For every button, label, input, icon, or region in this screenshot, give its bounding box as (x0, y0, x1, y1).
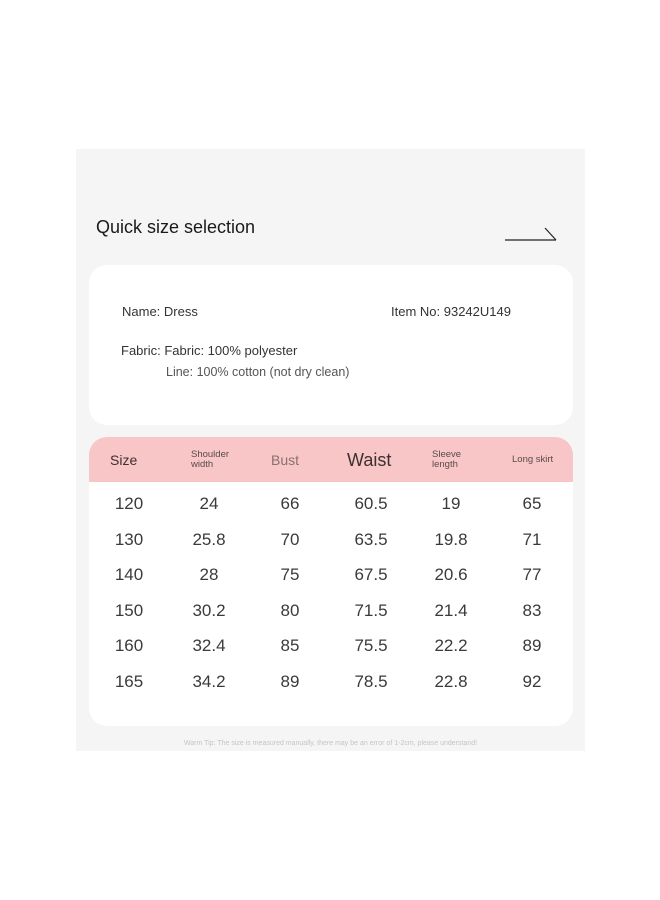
table-row (89, 601, 573, 637)
cell-waist: 60.5 (354, 494, 388, 513)
header-shoulder-line1: Shoulder (191, 449, 230, 460)
cell-sleeve: 21.4 (434, 600, 468, 620)
cell-size: 120 (114, 494, 144, 513)
table-row (89, 636, 573, 672)
cell-size: 140 (114, 565, 144, 584)
cell-bust: 66 (280, 494, 300, 513)
cell-waist: 63.5 (354, 529, 388, 549)
header-sleeve-length (432, 437, 482, 482)
cell-bust: 80 (280, 600, 300, 620)
page-title: Quick size selection (96, 217, 256, 237)
right-arrow-icon (504, 225, 560, 245)
cell-bust: 85 (280, 636, 300, 655)
table-body (89, 494, 573, 707)
product-info-card (89, 265, 573, 425)
cell-size: 160 (114, 636, 144, 655)
header-sleeve-line2: length (432, 458, 458, 470)
table-row (89, 565, 573, 601)
size-table (89, 437, 573, 726)
header-bust: Bust (271, 451, 300, 468)
cell-shoulder: 32.4 (192, 636, 226, 655)
table-row (89, 494, 573, 530)
fabric-composition: Fabric: Fabric: 100% polyester (121, 343, 298, 358)
cell-bust: 75 (280, 565, 300, 584)
table-row (89, 530, 573, 566)
header-sleeve-line1: Sleeve (432, 449, 462, 460)
cell-bust: 89 (280, 671, 300, 691)
cell-long-skirt: 89 (522, 636, 542, 655)
product-name: Name: Dress (122, 304, 198, 319)
cell-sleeve: 20.6 (434, 565, 468, 584)
cell-long-skirt: 65 (522, 494, 542, 513)
header-size: Size (110, 451, 138, 468)
size-guide-panel (76, 149, 585, 751)
cell-shoulder: 34.2 (192, 671, 226, 691)
table-row (89, 672, 573, 708)
cell-shoulder: 28 (199, 565, 219, 584)
table-header (89, 437, 573, 482)
item-number: Item No: 93242U149 (391, 304, 511, 319)
cell-shoulder: 24 (199, 494, 219, 513)
cell-waist: 67.5 (354, 565, 388, 584)
cell-size: 165 (114, 671, 144, 691)
cell-size: 130 (114, 529, 144, 549)
header-long-skirt: Long skirt (512, 453, 554, 465)
header-waist: Waist (347, 449, 392, 470)
cell-size: 150 (114, 600, 144, 620)
cell-long-skirt: 71 (522, 529, 542, 549)
warm-tip: Warm Tip: The size is measured manually, there may be an error of 1-2cm, please understand! (183, 740, 478, 747)
cell-shoulder: 30.2 (192, 600, 226, 620)
cell-waist: 78.5 (354, 671, 388, 691)
cell-shoulder: 25.8 (192, 529, 226, 549)
cell-long-skirt: 77 (522, 565, 542, 584)
cell-waist: 75.5 (354, 636, 388, 655)
cell-long-skirt: 83 (522, 600, 542, 620)
header-shoulder-width (191, 437, 241, 482)
cell-sleeve: 19.8 (434, 529, 468, 549)
lining-composition: Line: 100% cotton (not dry clean) (166, 365, 350, 379)
cell-sleeve: 22.8 (434, 671, 468, 691)
cell-long-skirt: 92 (522, 671, 542, 691)
cell-sleeve: 22.2 (434, 636, 468, 655)
cell-bust: 70 (280, 529, 300, 549)
cell-waist: 71.5 (354, 600, 388, 620)
cell-sleeve: 19 (441, 494, 461, 513)
header-shoulder-line2: width (191, 458, 214, 470)
